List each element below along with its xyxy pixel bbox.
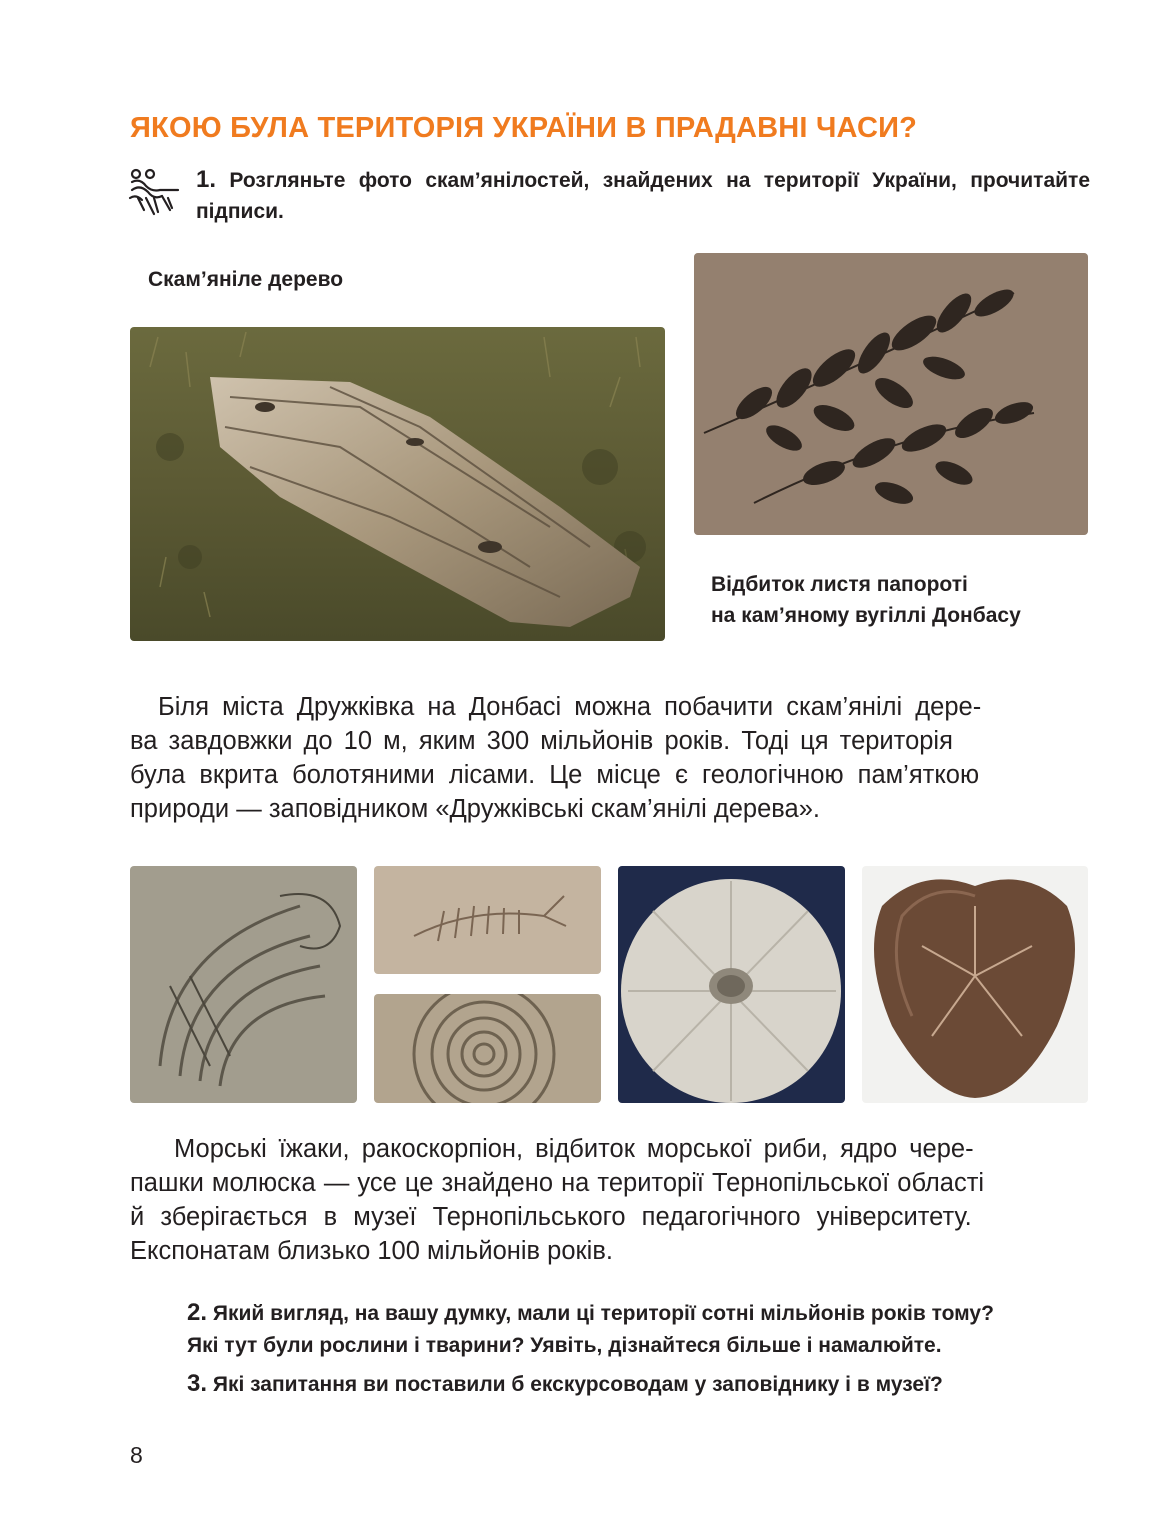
task-3-number: 3. <box>187 1370 208 1397</box>
paragraph-line: була вкрита болотяними лісами. Це місце є геологічною пам’яткою <box>130 761 980 789</box>
petrified-tree-photo <box>130 327 665 641</box>
paragraph-line: Експонатам близько 100 мільйонів років. <box>130 1237 613 1265</box>
fern-caption-line-1: Відбиток листя папороті <box>711 573 968 596</box>
task-2-number: 2. <box>187 1299 208 1326</box>
task-1-text: Розгляньте фото скам’янілостей, знайдених на території України, прочитайте підписи. <box>196 169 1090 223</box>
page-number: 8 <box>130 1442 143 1468</box>
fern-caption <box>711 569 1021 631</box>
section-title: ЯКОЮ БУЛА ТЕРИТОРІЯ УКРАЇНИ В ПРАДАВНІ ЧАСИ? <box>130 112 918 144</box>
fern-imprint-photo <box>694 253 1088 535</box>
task-3 <box>187 1368 943 1401</box>
task-1 <box>196 164 1090 227</box>
sea-urchin-core-photo <box>862 866 1088 1103</box>
sea-scorpion-photo <box>130 866 357 1103</box>
petrified-tree-caption: Скам’яніле дерево <box>148 268 344 291</box>
paragraph-line: Біля міста Дружківка на Донбасі можна побачити скам’янілі дере- <box>158 693 982 721</box>
task-2 <box>187 1297 1097 1362</box>
task-3-text: Які запитання ви поставили б екскурсоводам у заповіднику і в музеї? <box>212 1373 943 1396</box>
paragraph-line: пашки молюска — усе це знайдено на території Тернопільської області <box>130 1169 985 1197</box>
task-2-line-1: Який вигляд, на вашу думку, мали ці території сотні мільйонів років тому? <box>212 1302 994 1325</box>
paragraph-line: природи — заповідником «Дружківські скам’янілі дерева». <box>130 795 820 823</box>
paragraph-druzhkivka <box>130 690 1090 826</box>
sea-urchin-photo <box>618 866 845 1103</box>
paragraph-line: ва завдовжки до 10 м, яким 300 мільйонів років. Тоді ця територія <box>130 727 953 755</box>
paragraph-ternopil <box>130 1132 1090 1268</box>
paragraph-line: й зберігається в музеї Тернопільського педагогічного університету. <box>130 1203 972 1231</box>
fish-imprint-photo <box>374 866 601 974</box>
task-1-number: 1. <box>196 166 217 193</box>
ammonite-photo <box>374 994 601 1103</box>
task-2-line-2: Які тут були рослини і тварини? Уявіть, дізнайтеся більше і намалюйте. <box>187 1334 942 1357</box>
paragraph-line: Морські їжаки, ракоскорпіон, відбиток морської риби, ядро чере- <box>174 1135 974 1163</box>
fern-caption-line-2: на кам’яному вугіллі Донбасу <box>711 604 1021 627</box>
group-work-icon <box>128 168 184 224</box>
